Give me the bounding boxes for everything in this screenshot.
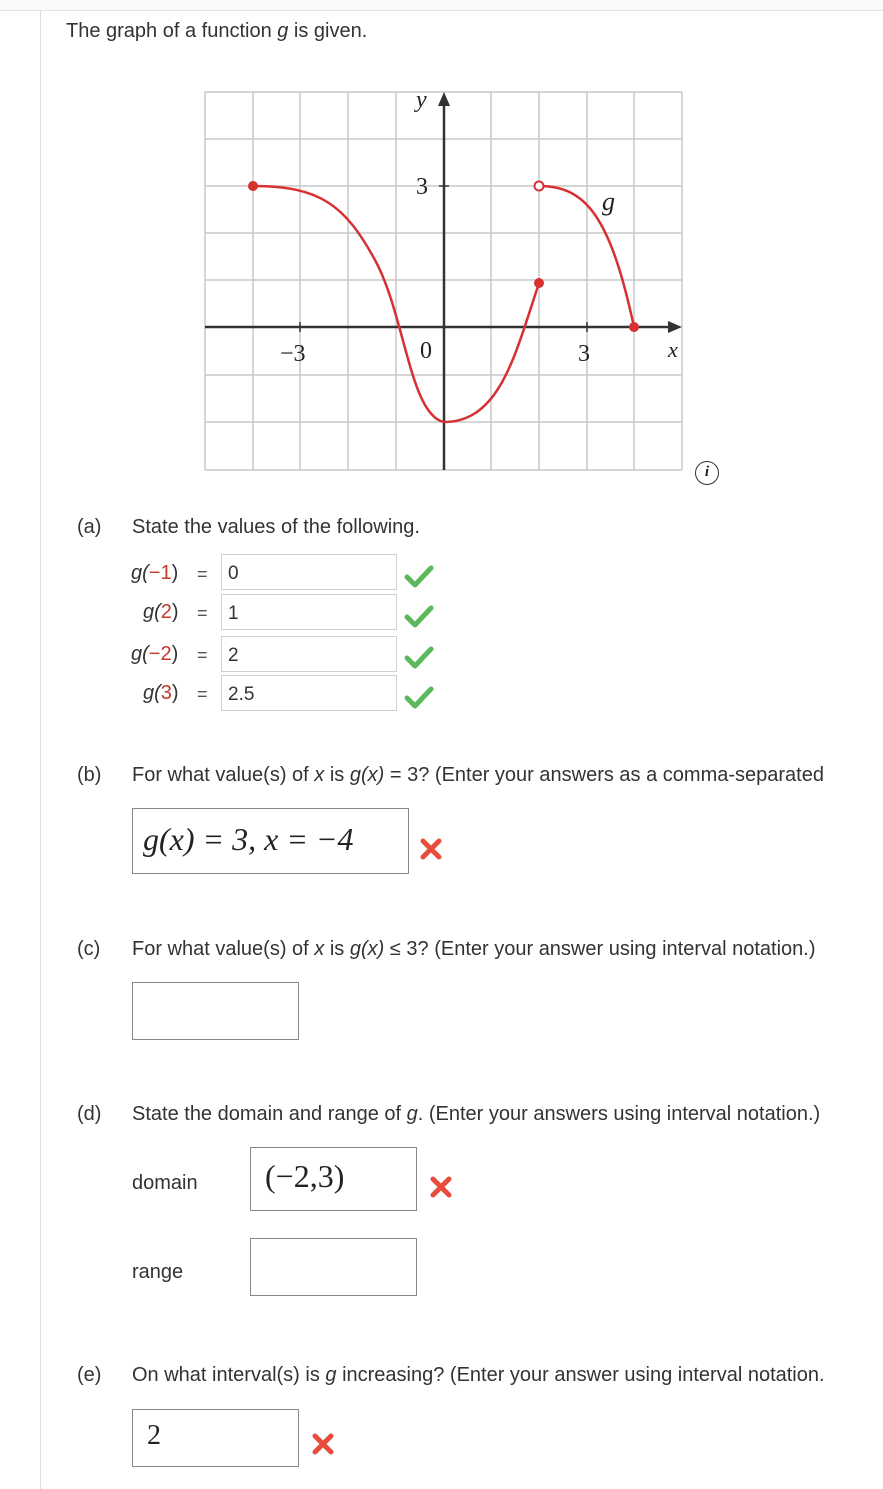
check-icon [404,564,434,588]
wrong-icon [420,838,442,860]
x-axis-label: x [668,337,678,362]
info-icon[interactable]: i [695,461,719,485]
wrong-icon [430,1176,452,1198]
part-d-letter: (d) [77,1103,102,1125]
part-a-row-3-label: g(−2) [131,643,179,665]
part-a-row-2-label: g(2) [143,601,179,623]
function-graph [200,85,690,477]
part-b-answer-input[interactable] [132,808,409,874]
g-neg1-input[interactable]: 0 [221,554,397,590]
intro-var: g [277,20,289,42]
wrong-icon [312,1433,334,1455]
closed-point-middle [534,278,544,288]
part-b-prompt: For what value(s) of x is g(x) = 3? (Enter your answers as a comma-separated [132,764,824,786]
open-point [535,182,544,191]
part-a-row-1-label: g(−1) [131,562,179,584]
intro-suffix: is given. [288,20,368,42]
tick-label-neg3: −3 [280,341,306,367]
g-neg2-input[interactable]: 2 [221,636,397,672]
closed-point-right [629,322,639,332]
curve-label: g [602,187,615,216]
closed-point-left [248,181,258,191]
g-2-input[interactable]: 1 [221,594,397,630]
check-icon [404,685,434,709]
part-a-row-4-label: g(3) [143,682,179,704]
intro-prefix: The graph of a function [66,20,278,42]
range-label: range [132,1261,184,1283]
check-icon [404,645,434,669]
domain-answer-input[interactable] [250,1147,417,1211]
part-e-letter: (e) [77,1364,102,1386]
equals-sign: = [197,564,208,584]
part-c-letter: (c) [77,938,101,960]
equals-sign: = [197,684,208,704]
equals-sign: = [197,645,208,665]
left-border [40,11,41,1489]
part-c-answer-input[interactable] [132,982,299,1040]
part-b-answer-text: g(x) = 3, x = −4 [143,821,354,857]
g-3-input[interactable]: 2.5 [221,675,397,711]
check-icon [404,604,434,628]
equals-sign: = [197,603,208,623]
tick-label-zero: 0 [420,338,432,364]
tick-label-pos3: 3 [578,341,590,367]
part-e-answer-input[interactable] [132,1409,299,1467]
part-c-prompt: For what value(s) of x is g(x) ≤ 3? (Enter your answer using interval notation.) [132,938,816,960]
part-a-letter: (a) [77,516,102,538]
part-a-prompt: State the values of the following. [132,516,420,538]
domain-label: domain [132,1172,198,1194]
tick-label-y3: 3 [416,174,428,200]
top-bar [0,0,883,11]
part-b-letter: (b) [77,764,102,786]
problem-intro [66,20,367,43]
domain-answer-text: (−2,3) [265,1158,345,1194]
part-d-prompt: State the domain and range of g. (Enter your answers using interval notation.) [132,1103,821,1125]
range-answer-input[interactable] [250,1238,417,1296]
y-axis-label: y [416,87,427,113]
part-e-prompt: On what interval(s) is g increasing? (Enter your answer using interval notation. [132,1364,825,1386]
part-e-answer-text: 2 [147,1420,161,1451]
axes [205,92,682,470]
